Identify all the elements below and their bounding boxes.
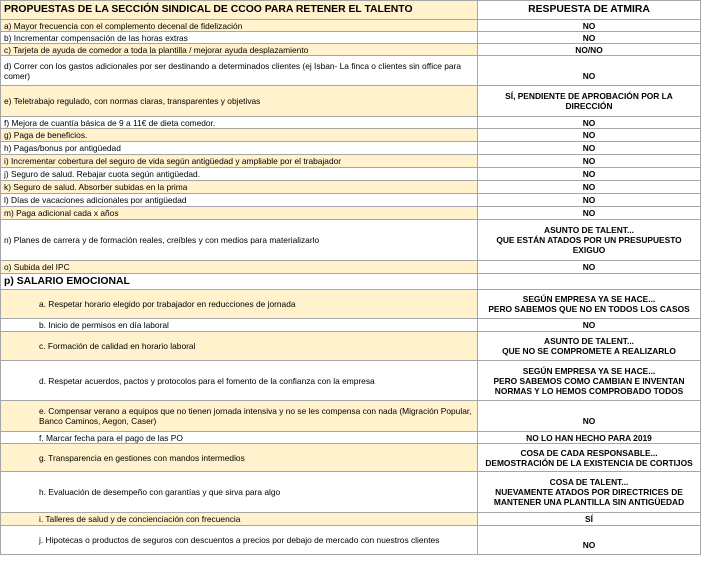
proposal-cell[interactable]: h. Evaluación de desempeño con garantías y que sirva para algo bbox=[1, 472, 478, 513]
table-row bbox=[1, 444, 701, 472]
response-line: NO LO HAN HECHO PARA 2019 bbox=[526, 432, 652, 443]
proposal-cell[interactable]: i. Talleres de salud y de concienciación con frecuencia bbox=[1, 513, 478, 526]
table-row bbox=[1, 168, 701, 181]
response-line: COSA DE CADA RESPONSABLE... bbox=[520, 447, 658, 458]
response-line: NO bbox=[582, 130, 596, 140]
table-row bbox=[1, 117, 701, 129]
proposal-cell[interactable]: k) Seguro de salud. Absorber subidas en la prima bbox=[1, 181, 478, 194]
proposal-cell[interactable]: e. Compensar verano a equipos que no tienen jornada intensiva y no se les compensa con nada (Migración Popular, Banco Caminos, Aegon, Caser) bbox=[1, 401, 478, 432]
response-line: EXIGUO bbox=[572, 245, 606, 255]
response-line: NO bbox=[582, 182, 596, 192]
response-line: NO bbox=[582, 143, 596, 153]
response-cell[interactable] bbox=[478, 32, 701, 44]
response-line: DIRECCIÓN bbox=[565, 101, 613, 111]
response-cell[interactable] bbox=[478, 142, 701, 155]
response-cell[interactable] bbox=[478, 207, 701, 220]
response-cell[interactable] bbox=[478, 361, 701, 401]
response-line: NO bbox=[582, 169, 596, 179]
response-line: NO bbox=[582, 117, 596, 128]
response-line: SEGÚN EMPRESA YA SE HACE... bbox=[522, 294, 656, 304]
proposal-cell[interactable]: c. Formación de calidad en horario laboral bbox=[1, 332, 478, 361]
response-cell[interactable] bbox=[478, 401, 701, 432]
table-row bbox=[1, 86, 701, 117]
response-cell[interactable] bbox=[478, 444, 701, 472]
table-row bbox=[1, 432, 701, 444]
proposal-cell[interactable]: n) Planes de carrera y de formación reales, creíbles y con medios para materializarlo bbox=[1, 220, 478, 261]
proposal-cell[interactable]: f. Marcar fecha para el pago de las PO bbox=[1, 432, 478, 444]
response-cell[interactable] bbox=[478, 44, 701, 56]
response-line: NO bbox=[582, 262, 596, 272]
table-row bbox=[1, 181, 701, 194]
header-row bbox=[1, 1, 701, 20]
table-row bbox=[1, 142, 701, 155]
proposals-body bbox=[1, 20, 701, 555]
table-row bbox=[1, 472, 701, 513]
proposal-cell[interactable]: g) Paga de beneficios. bbox=[1, 129, 478, 142]
proposal-cell[interactable]: e) Teletrabajo regulado, con normas claras, transparentes y objetivas bbox=[1, 86, 478, 117]
table-row bbox=[1, 220, 701, 261]
response-cell[interactable] bbox=[478, 332, 701, 361]
response-line: COSA DE TALENT... bbox=[549, 477, 629, 487]
response-line: NO bbox=[582, 20, 596, 31]
table-row bbox=[1, 513, 701, 526]
proposal-cell[interactable]: d) Correr con los gastos adicionales por ser destinando a determinados clientes (ej Isban- La finca o clientes sin office para comer) bbox=[1, 56, 478, 86]
table-row bbox=[1, 319, 701, 332]
response-cell[interactable] bbox=[478, 181, 701, 194]
table-row bbox=[1, 32, 701, 44]
response-line: SÍ bbox=[585, 514, 593, 524]
response-line: QUE NO SE COMPROMETE A REALIZARLO bbox=[502, 346, 676, 356]
response-cell[interactable] bbox=[478, 168, 701, 181]
proposal-cell[interactable]: b. Inicio de permisos en día laboral bbox=[1, 319, 478, 332]
response-line: NO bbox=[582, 208, 596, 218]
response-cell[interactable] bbox=[478, 117, 701, 129]
table-row bbox=[1, 261, 701, 274]
table-row bbox=[1, 290, 701, 319]
proposal-cell[interactable]: a. Respetar horario elegido por trabajador en reducciones de jornada bbox=[1, 290, 478, 319]
response-cell[interactable] bbox=[478, 56, 701, 86]
table-row bbox=[1, 155, 701, 168]
table-row bbox=[1, 20, 701, 32]
response-cell[interactable] bbox=[478, 472, 701, 513]
table-row bbox=[1, 44, 701, 56]
response-column-header[interactable]: RESPUESTA DE ATMIRA bbox=[478, 1, 701, 20]
response-cell[interactable] bbox=[478, 86, 701, 117]
proposal-cell[interactable]: i) Incrementar cobertura del seguro de vida según antigüedad y ampliable por el trabajador bbox=[1, 155, 478, 168]
response-cell[interactable] bbox=[478, 129, 701, 142]
proposal-cell[interactable]: b) Incrementar compensación de las horas extras bbox=[1, 32, 478, 44]
response-cell[interactable] bbox=[478, 526, 701, 555]
response-line: ASUNTO DE TALENT... bbox=[544, 225, 634, 235]
proposal-cell[interactable]: d. Respetar acuerdos, pactos y protocolos para el fomento de la confianza con la empresa bbox=[1, 361, 478, 401]
proposal-cell[interactable]: f) Mejora de cuantía básica de 9 a 11€ de dieta comedor. bbox=[1, 117, 478, 129]
response-line: NO bbox=[582, 70, 596, 81]
response-line bbox=[481, 530, 697, 540]
proposal-cell[interactable]: j) Seguro de salud. Rebajar cuota según antigüedad. bbox=[1, 168, 478, 181]
response-cell[interactable] bbox=[478, 513, 701, 526]
table-row bbox=[1, 129, 701, 142]
table-row bbox=[1, 401, 701, 432]
response-cell[interactable] bbox=[478, 290, 701, 319]
response-line: NO/NO bbox=[575, 44, 603, 55]
response-line bbox=[481, 277, 697, 287]
table-row bbox=[1, 194, 701, 207]
response-line: PERO SABEMOS COMO CAMBIAN E INVENTAN bbox=[493, 375, 685, 386]
response-line bbox=[481, 61, 697, 71]
response-line: NO bbox=[582, 416, 596, 426]
response-line: QUE ESTÁN ATADOS POR UN PRESUPUESTO bbox=[496, 235, 682, 245]
table-row bbox=[1, 274, 701, 290]
response-line: ASUNTO DE TALENT... bbox=[544, 336, 634, 346]
proposal-column-header[interactable]: PROPUESTAS DE LA SECCIÓN SINDICAL DE CCOO PARA RETENER EL TALENTO bbox=[1, 1, 478, 20]
table-row bbox=[1, 56, 701, 86]
response-line: MANTENER UNA PLANTILLA SIN ANTIGÜEDAD bbox=[493, 497, 685, 507]
response-line: SEGÚN EMPRESA YA SE HACE... bbox=[522, 365, 656, 376]
response-cell[interactable] bbox=[478, 220, 701, 261]
table-row bbox=[1, 361, 701, 401]
table-row bbox=[1, 207, 701, 220]
response-cell[interactable] bbox=[478, 319, 701, 332]
proposal-cell[interactable]: p) SALARIO EMOCIONAL bbox=[1, 274, 478, 290]
proposal-cell[interactable]: g. Transparencia en gestiones con mandos intermedios bbox=[1, 444, 478, 472]
response-line: DEMOSTRACIÓN DE LA EXISTENCIA DE CORTIJOS bbox=[485, 457, 693, 468]
response-line: NO bbox=[582, 32, 596, 43]
table-row bbox=[1, 526, 701, 555]
response-cell[interactable] bbox=[478, 20, 701, 32]
response-line: NO bbox=[582, 320, 596, 330]
response-line: NORMAS Y LO HEMOS COMPROBADO TODOS bbox=[494, 385, 684, 396]
response-cell[interactable] bbox=[478, 155, 701, 168]
proposal-cell[interactable]: o) Subida del IPC bbox=[1, 261, 478, 274]
response-line: NO bbox=[582, 540, 596, 550]
proposal-cell[interactable]: h) Pagas/bonus por antigüedad bbox=[1, 142, 478, 155]
table-row bbox=[1, 332, 701, 361]
proposal-cell[interactable]: l) Días de vacaciones adicionales por antigüedad bbox=[1, 194, 478, 207]
proposal-cell[interactable]: j. Hipotecas o productos de seguros con descuentos a precios por debajo de mercado con nuestros clientes bbox=[1, 526, 478, 555]
response-line: NO bbox=[582, 195, 596, 205]
response-cell[interactable] bbox=[478, 261, 701, 274]
proposal-cell[interactable]: a) Mayor frecuencia con el complemento decenal de fidelización bbox=[1, 20, 478, 32]
proposal-cell[interactable]: m) Paga adicional cada x años bbox=[1, 207, 478, 220]
response-cell[interactable] bbox=[478, 194, 701, 207]
response-cell[interactable] bbox=[478, 432, 701, 444]
proposal-cell[interactable]: c) Tarjeta de ayuda de comedor a toda la plantilla / mejorar ayuda desplazamiento bbox=[1, 44, 478, 56]
response-line: SÍ, PENDIENTE DE APROBACIÓN POR LA bbox=[505, 91, 673, 101]
response-line: NO bbox=[582, 156, 596, 166]
response-cell[interactable] bbox=[478, 274, 701, 290]
response-line: PERO SABEMOS QUE NO EN TODOS LOS CASOS bbox=[488, 304, 690, 314]
response-line: NUEVAMENTE ATADOS POR DIRECTRICES DE bbox=[495, 487, 683, 497]
response-line bbox=[481, 406, 697, 416]
